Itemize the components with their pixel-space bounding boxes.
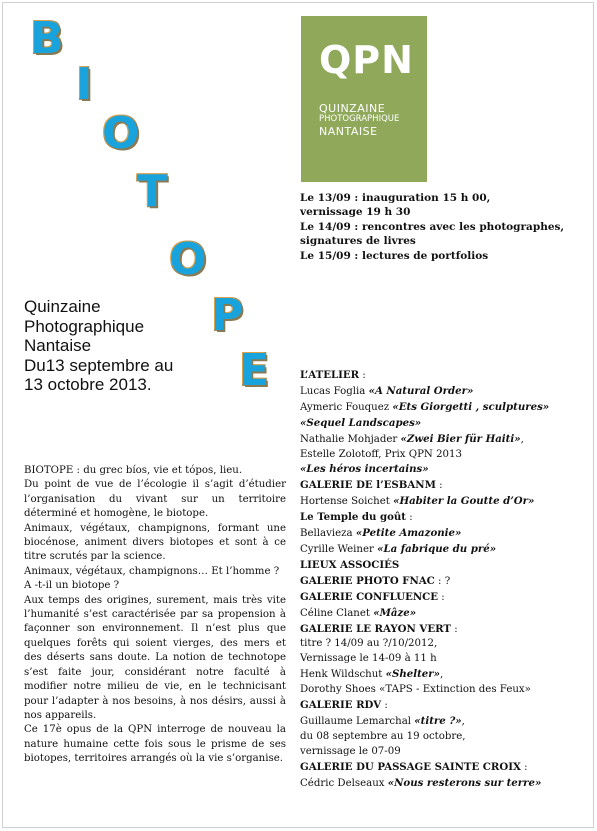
title-letter-i: I bbox=[76, 59, 93, 110]
intro-line: Nantaise bbox=[24, 336, 92, 355]
venue-heading bbox=[300, 760, 590, 776]
venue-heading bbox=[300, 510, 590, 526]
venue-entry bbox=[300, 683, 590, 698]
logo-line-2: PHOTOGRAPHIQUE bbox=[319, 114, 400, 124]
exhibition-title: «Mâze» bbox=[373, 606, 417, 619]
schedule-line: vernissage 19 h 30 bbox=[300, 206, 411, 219]
biotope-description bbox=[24, 464, 286, 767]
artist-name: Nathalie Mohjader bbox=[300, 433, 401, 445]
exhibition-title: «Zwei Bier für Haiti» bbox=[400, 432, 521, 445]
venue-entry bbox=[300, 745, 590, 760]
schedule-line: Le 14/09 : rencontres avec les photographes, bbox=[300, 220, 565, 233]
exhibition-title: «Petite Amazonie» bbox=[355, 527, 462, 540]
paragraph: Animaux, végétaux, champignons… Et l’homme ? bbox=[24, 565, 280, 577]
venue-entry bbox=[300, 667, 590, 683]
venue-name: GALERIE PHOTO FNAC bbox=[300, 574, 435, 587]
artist-name: Hortense Soichet bbox=[300, 496, 394, 508]
venue-name: GALERIE DU PASSAGE SAINTE CROIX bbox=[300, 760, 521, 773]
intro-line: Du13 septembre au bbox=[24, 355, 174, 375]
paragraph: Ce 17è opus de la QPN interroge de nouveau la nature humaine cette fois sous le prisme de ses biotopes, territoires arrangés où la vie s’organise. bbox=[24, 724, 286, 765]
artist-name: Dorothy Shoes «TAPS - Extinction des Feux» bbox=[300, 684, 531, 696]
artist-name: Céline Clanet bbox=[300, 607, 374, 619]
venue-heading bbox=[300, 698, 590, 714]
exhibition-title: «titre ?» bbox=[414, 714, 462, 727]
venue-entry bbox=[300, 542, 590, 558]
exhibition-title: «Habiter la Goutte d’Or» bbox=[393, 495, 535, 508]
festival-intro bbox=[24, 297, 284, 395]
venue-entry bbox=[300, 432, 590, 448]
punctuation: , bbox=[440, 669, 444, 681]
paragraph: BIOTOPE : du grec bíos, vie et tópos, lieu. bbox=[24, 465, 243, 476]
artist-name: titre ? 14/09 au ?/10/2012, bbox=[300, 638, 438, 650]
paragraph: A -t-il un biotope ? bbox=[24, 580, 120, 592]
punctuation: , bbox=[461, 715, 465, 727]
venue-suffix: : bbox=[450, 623, 458, 635]
title-letter-p: P bbox=[211, 290, 244, 341]
logo-line-1: QUINZAINE bbox=[319, 102, 386, 115]
venue-name: GALERIE DE l’ESBANM bbox=[300, 479, 436, 492]
schedule-line: Le 13/09 : inauguration 15 h 00, bbox=[300, 192, 491, 204]
venue-entry bbox=[300, 416, 590, 432]
venue-entry bbox=[300, 448, 590, 463]
title-letter-t: T bbox=[137, 166, 168, 217]
venue-entry bbox=[300, 714, 590, 730]
venue-entry bbox=[300, 776, 590, 792]
intro-line: Quinzaine bbox=[24, 297, 101, 316]
venue-entry bbox=[300, 526, 590, 542]
exhibition-title: «Ets Giorgetti , sculptures» bbox=[392, 400, 550, 413]
venue-name: GALERIE CONFLUENCE bbox=[300, 590, 439, 603]
exhibition-title: «Shelter» bbox=[385, 668, 441, 681]
venue-entry bbox=[300, 400, 590, 416]
venue-heading bbox=[300, 574, 590, 590]
exhibition-title: «La fabrique du pré» bbox=[377, 542, 497, 555]
artist-name: du 08 septembre au 19 octobre, bbox=[300, 730, 466, 742]
title-letter-o2: O bbox=[169, 234, 207, 285]
venue-entry bbox=[300, 494, 590, 510]
venue-entry bbox=[300, 652, 590, 667]
venue-name: GALERIE RDV bbox=[300, 699, 382, 712]
punctuation: , bbox=[520, 433, 524, 445]
logo-line-3: NANTAISE bbox=[319, 125, 378, 138]
venue-heading bbox=[300, 368, 590, 384]
venue-suffix: : bbox=[381, 700, 388, 712]
venue-name: LIEUX ASSOCIÉS bbox=[300, 558, 400, 571]
venue-suffix: : bbox=[406, 512, 413, 524]
venue-entry bbox=[300, 730, 590, 745]
venue-list bbox=[300, 368, 590, 791]
venue-heading bbox=[300, 558, 590, 574]
event-schedule bbox=[300, 191, 585, 263]
exhibition-title: «Sequel Landscapes» bbox=[300, 416, 422, 429]
qpn-logo bbox=[301, 16, 427, 182]
venue-name: Le Temple du goût bbox=[300, 511, 406, 524]
venue-suffix: : bbox=[520, 761, 528, 773]
venue-entry bbox=[300, 384, 590, 400]
title-letter-o: O bbox=[102, 108, 140, 159]
paragraph: Aux temps des origines, surement, mais très vite l’humanité s’est caractérisée par sa propension à façonner son environnement. Il n’est plus que quelques forêts qui soient vierges, des mers et des déserts sans doute. La notion de technotope s’est faite jour, considérant notre faculté à modifier notre milieu de vie, en le technicisant pour l’adapter à nos besoins, à nos désirs, aussi à nos appareils. bbox=[24, 594, 286, 721]
paragraph: Animaux, végétaux, champignons, formant une biocénose, animent divers biotopes et sont à ce titre scrutés par la science. bbox=[24, 522, 286, 563]
venue-name: L’ATELIER bbox=[300, 369, 360, 381]
artist-name: Henk Wildschut bbox=[300, 669, 386, 681]
venue-suffix: : bbox=[438, 591, 445, 603]
exhibition-title: «Les héros incertains» bbox=[300, 463, 429, 476]
venue-suffix: : bbox=[359, 370, 366, 381]
artist-name: Guillaume Lemarchal bbox=[300, 715, 415, 727]
artist-name: Cyrille Weiner bbox=[300, 543, 378, 555]
exhibition-title: «Nous resterons sur terre» bbox=[387, 776, 542, 789]
intro-line: Photographique bbox=[24, 316, 145, 336]
venue-name: GALERIE LE RAYON VERT bbox=[300, 622, 451, 635]
paragraph: Du point de vue de l’écologie il s’agit d’étudier l’organisation du vivant sur un territoire déterminé et homogène, le biotope. bbox=[24, 479, 286, 520]
artist-name: Cédric Delseaux bbox=[300, 777, 388, 789]
artist-name: vernissage le 07-09 bbox=[300, 745, 401, 757]
intro-line: 13 octobre 2013. bbox=[24, 375, 152, 394]
artist-name: Lucas Foglia bbox=[300, 385, 369, 397]
venue-entry bbox=[300, 637, 590, 652]
artist-name: Aymeric Fouquez bbox=[300, 401, 393, 413]
venue-entry bbox=[300, 462, 590, 478]
venue-suffix: : bbox=[435, 480, 443, 492]
logo-acronym: QPN bbox=[319, 38, 414, 82]
artist-name: Vernissage le 14-09 à 11 h bbox=[300, 653, 437, 665]
exhibition-title: «A Natural Order» bbox=[368, 384, 474, 397]
artist-name: Estelle Zolotoff, Prix QPN 2013 bbox=[300, 448, 463, 460]
venue-suffix: : ? bbox=[434, 575, 451, 587]
title-letter-b: B bbox=[30, 13, 64, 64]
venue-heading bbox=[300, 478, 590, 494]
title-letter-e: E bbox=[239, 345, 270, 396]
schedule-line: signatures de livres bbox=[300, 235, 416, 248]
venue-heading bbox=[300, 590, 590, 606]
schedule-line: Le 15/09 : lectures de portfolios bbox=[300, 249, 489, 262]
venue-heading bbox=[300, 622, 590, 638]
artist-name: Bellavieza bbox=[300, 528, 356, 540]
venue-entry bbox=[300, 606, 590, 622]
